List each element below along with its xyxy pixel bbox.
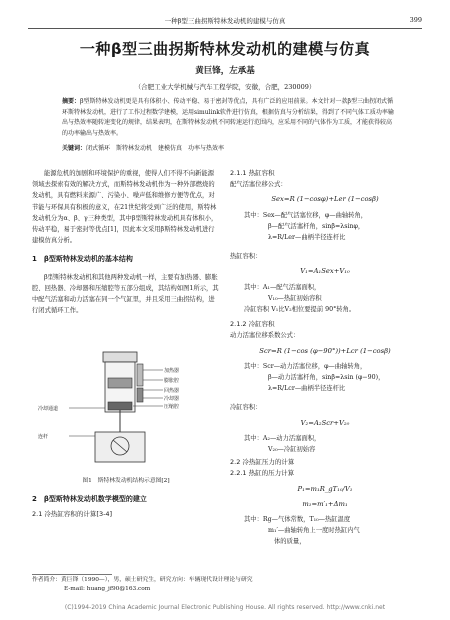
section-2-heading: 2 β型斯特林发动机数学模型的建立 — [32, 495, 147, 503]
where-3 — [230, 361, 420, 395]
where-1-line: 其中：Sex—配气活塞位移，φ—曲轴转角， — [244, 211, 368, 219]
where-2-line: V₁₀—热缸初始容积 — [268, 294, 322, 302]
footnote — [32, 576, 253, 594]
where-4-line: V₂₀—冷缸初始容 — [268, 446, 316, 454]
equation-4: V₂=A₂Scr+V₂₀ — [300, 418, 350, 427]
right-column — [230, 168, 420, 548]
label-regenerator: 回热器 — [164, 388, 180, 394]
where-5 — [230, 514, 420, 548]
where-3-line: β—动力活塞杆角，sinβ=λsin (φ−90)， — [268, 374, 385, 382]
where-1 — [230, 210, 420, 244]
piston-formula-intro: 动力活塞位移系数公式： — [230, 332, 300, 340]
phase-note: 冷缸容积 V₁比V₂相位要提前 90°转角。 — [244, 306, 356, 314]
section-2-2-heading: 2.2 冷热缸压力的计算 — [230, 458, 295, 467]
engine-structure-figure — [55, 350, 205, 470]
where-5-line: 体的质量， — [274, 538, 306, 546]
hot-volume-label: 热缸容积： — [230, 253, 262, 261]
where-1-line: β—配气活塞杆角，sinβ=λsinφ， — [268, 222, 365, 230]
abstract-text: β型斯特林发动机更是具有体积小、传动平稳、易于密封等优点，具有广泛的应用前景。本文针对一款β型三曲拐闭式循环斯特林发动机，进行了工作过程数学建模，运用simulink软件进行仿真，根据仿真与分析结果，得到了不同气体工质功率输出与热效率随转速变化的规律，结果表明，在斯特林发动机不同转速运行范围内，应采用不同的气体作为工质，才能获得较高的功率输出与热效率。 — [62, 98, 394, 137]
label-heater: 加热器 — [164, 368, 180, 374]
where-3-line: λ=R/Lcr—曲柄半径连杆比 — [268, 385, 346, 393]
copyright-line: (C)1994-2019 China Academic Journal Electronic Publishing House. All rights reserved. http://www.cnki.net — [64, 604, 386, 611]
where-4-line: 其中：A₂—动力活塞面积， — [244, 434, 321, 442]
section-1-heading: 1 β型斯特林发动机的基本结构 — [32, 255, 133, 264]
where-2 — [230, 282, 420, 304]
author-bio: 作者简介：黄巨锋（1990—），男，硕士研究生，研究方向：车辆现代设计理论与研究 — [32, 577, 253, 583]
where-5-line: 其中：Rg—气体常数，T₁₀—热缸温度 — [244, 516, 351, 524]
authors: 黄巨锋，左承基 — [195, 66, 255, 76]
equation-1: Sex=R (1−cosφ)+Ler (1−cosβ) — [271, 195, 379, 204]
page-number: 399 — [409, 16, 422, 24]
equation-6: m₁=m′₁+Δm₁ — [302, 499, 348, 508]
left-column-bottom — [32, 494, 220, 520]
figure-caption: 图1 斯特林发动机结构示意图[2] — [82, 478, 170, 484]
cold-volume-label: 冷缸容积： — [230, 404, 262, 412]
section-2-2-1-heading: 2.2.1 热缸的压力计算 — [230, 469, 295, 478]
label-cooler: 冷却器 — [164, 396, 180, 402]
running-title: 一种β型三曲拐斯特林发动机的建模与仿真 — [164, 17, 286, 25]
label-expansion: 膨胀腔 — [164, 378, 180, 384]
intro-paragraph: 能源危机的加剧和环境保护的重视，使得人们不得不向新能源领域去探索有效的解决方式，而斯特林发动机作为一种外部燃烧的发动机，具有燃料来源广、污染小、噪声低和维修方便等优点，对节能与环保具有积极的意义，在21世纪将受到广泛的使用，斯特林发动机分为α、β、γ三种类型，其中β型斯特林发动机具有体积小，传动平稳，易于密封等优点[1]，因此本文采用β斯特林发动机进行建模仿真分析。 — [32, 170, 218, 245]
keywords-text: 闭式循环 斯特林发动机 建模仿真 功率与热效率 — [86, 145, 225, 152]
where-2-line: 其中：A₁—配气活塞面积， — [244, 283, 321, 291]
keywords-label: 关键词： — [62, 145, 87, 152]
where-3-line: 其中：Scr—动力活塞位移，φ—曲轴转角， — [244, 362, 367, 370]
affiliation: （合肥工业大学机械与汽车工程学院，安徽，合肥，230009） — [134, 83, 316, 91]
where-5-line: m₁′—曲轴转角上一度时热缸内气 — [268, 527, 360, 535]
displacer-formula-intro: 配气活塞位移公式： — [230, 181, 287, 189]
abstract — [62, 97, 394, 139]
equation-3: Scr=R (1−cos (φ−90°))+Lcr (1−cosβ) — [259, 346, 391, 355]
section-2-1-heading: 2.1 冷热缸容积的计算[3-4] — [32, 510, 113, 519]
section-2-1-1-heading: 2.1.1 热缸容积 — [230, 169, 275, 177]
paper-title: 一种β型三曲拐斯特林发动机的建模与仿真 — [79, 40, 371, 58]
where-1-line: λ=R/Ler—曲柄半径连杆比 — [268, 234, 346, 242]
label-compression: 压缩腔 — [164, 404, 180, 410]
where-4 — [230, 433, 420, 455]
label-crank: 连杆 — [38, 434, 49, 440]
equation-5: P₁=m₁R_gT₁₀/V₁ — [297, 484, 353, 493]
abstract-label: 摘要： — [62, 98, 81, 105]
equation-2: V₁=A₁Sex+V₁₀ — [300, 267, 350, 276]
left-column-top — [32, 168, 220, 316]
section-1-text: β型斯特林发动机和其他两种发动机一样，主要有加热器、膨胀腔、回热器、冷却器和压缩腔等五部分组成，其结构如图1所示，其中配气活塞和动力活塞在同一个气缸里，并且采用三曲拐结构，进行闭式循环工作。 — [32, 273, 219, 315]
section-2-1-2-heading: 2.1.2 冷缸容积 — [230, 320, 275, 329]
label-power-rod: 冷却通道 — [38, 406, 59, 412]
keywords — [62, 143, 394, 152]
running-header — [28, 14, 422, 29]
author-email: E-mail: huang_jf90@163.com — [64, 586, 151, 592]
